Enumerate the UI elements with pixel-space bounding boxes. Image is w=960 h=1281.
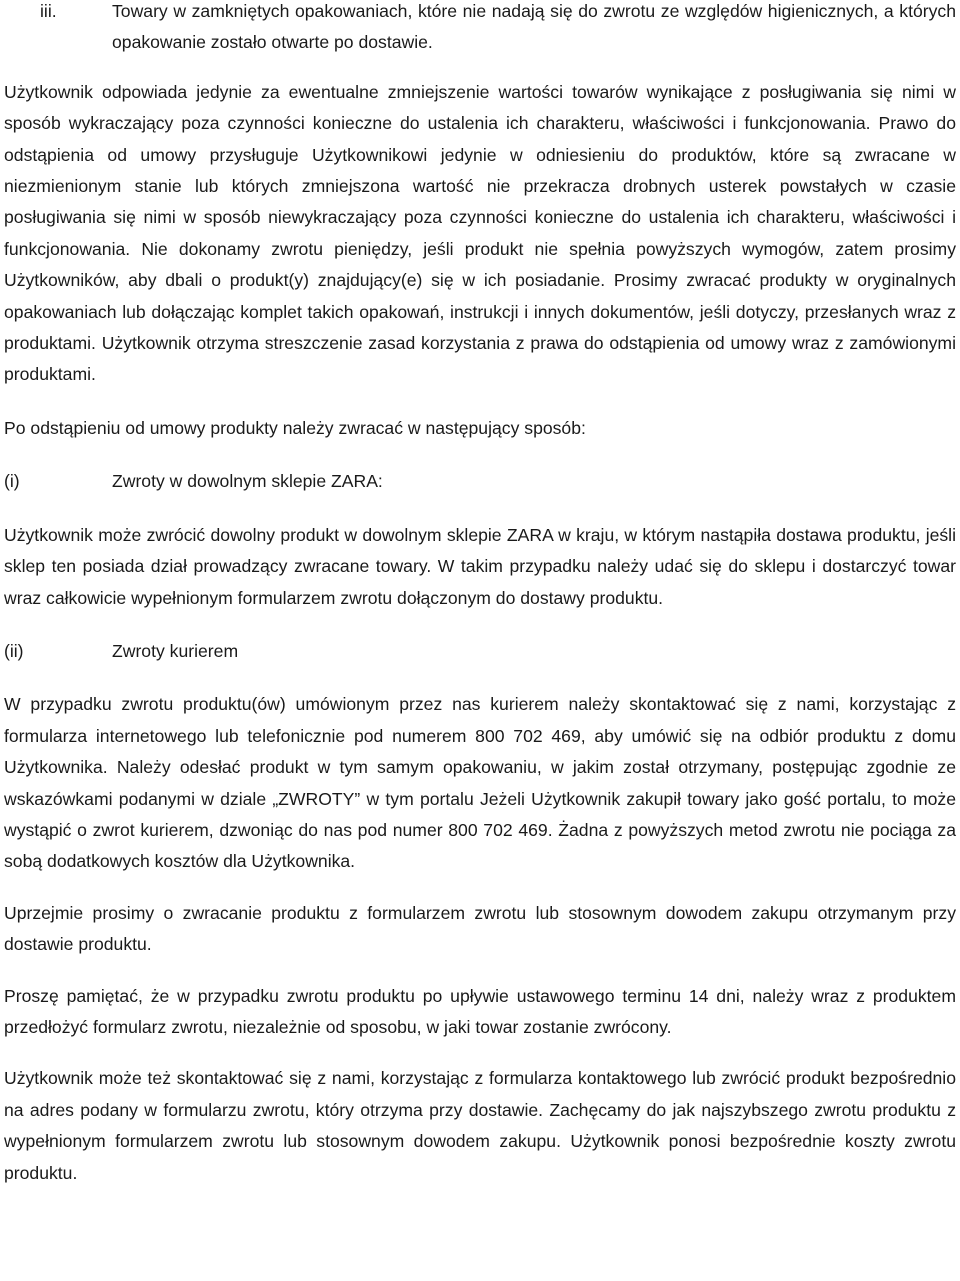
- list-item-text: Towary w zamkniętych opakowaniach, które nie nadają się do zwrotu ze względów higienicznych, a których opakowanie zostało otwarte po dostawie.: [112, 1, 956, 53]
- paragraph-return-form: Uprzejmie prosimy o zwracanie produktu z formularzem zwrotu lub stosownym dowodem zakupu otrzymanym przy dostawie produktu.: [4, 902, 956, 955]
- list-item-iii: [4, 0, 956, 59]
- paragraph-return-intro: Po odstąpieniu od umowy produkty należy zwracać w następujący sposób:: [4, 417, 586, 438]
- section-marker: (ii): [4, 640, 24, 661]
- section-heading-store-returns: [4, 466, 956, 497]
- list-marker: iii.: [40, 1, 57, 21]
- section-title: Zwroty kurierem: [112, 640, 239, 661]
- paragraph-liability: Użytkownik odpowiada jedynie za ewentualne zmniejszenie wartości towarów wynikające z posługiwania się nimi w sposób wykraczający poza czynności konieczne do ustalenia ich charakteru, właściwości i funkcjonowania. Prawo do odstąpienia od umowy przysługuje Użytkownikowi jedynie w odniesieniu do produktów, które są zwracane w niezmienionym stanie lub których zmniejszona wartość nie przekracza drobnych usterek powstałych w czasie posługiwania się nimi w sposób niewykraczający poza czynności konieczne do ustalenia ich charakteru, właściwości i funkcjonowania. Nie dokonamy zwrotu pieniędzy, jeśli produkt nie spełnia powyższych wymogów, zatem prosimy Użytkowników, aby dbali o produkt(y) znajdujący(e) się w ich posiadanie. Prosimy zwracać produkty w oryginalnych opakowaniach lub dołączając komplet takich opakowań, instrukcji i innych dokumentów, jeśli dotyczy, przesłanych wraz z produktami. Użytkownik otrzyma streszczenie zasad korzystania z prawa do odstąpienia od umowy wraz z zamówionymi produktami.: [4, 81, 956, 385]
- paragraph-contact: Użytkownik może też skontaktować się z nami, korzystając z formularza kontaktowego lub zwrócić produkt bezpośrednio na adres podany w formularzu zwrotu, który otrzyma przy dostawie. Zachęcamy do jak najszybszego zwrotu produktu z wypełnionym formularzem zwrotu lub stosownym dowodem zakupu. Użytkownik ponosi bezpośrednie koszty zwrotu produktu.: [4, 1068, 956, 1183]
- section-marker: (i): [4, 471, 20, 492]
- section-title: Zwroty w dowolnym sklepie ZARA:: [112, 471, 383, 492]
- section-heading-courier-returns: [4, 636, 956, 667]
- paragraph-store-returns: Użytkownik może zwrócić dowolny produkt w dowolnym sklepie ZARA w kraju, w którym nastąpiła dostawa produktu, jeśli sklep ten posiada dział prowadzący zwracane towary. W takim przypadku należy udać się do sklepu i dostarczyć towar wraz całkowicie wypełnionym formularzem zwrotu dołączonym do dostawy produktu.: [4, 524, 956, 608]
- paragraph-late-returns: Proszę pamiętać, że w przypadku zwrotu produktu po upływie ustawowego terminu 14 dni, należy wraz z produktem przedłożyć formularz zwrotu, niezależnie od sposobu, w jaki towar zostanie zwrócony.: [4, 985, 956, 1037]
- paragraph-courier-returns: W przypadku zwrotu produktu(ów) umówionym przez nas kurierem należy skontaktować się z nami, korzystając z formularza internetowego lub telefonicznie pod numerem 800 702 469, aby umówić się na odbiór produktu z domu Użytkownika. Należy odesłać produkt w tym samym opakowaniu, w jakim został otrzymany, postępując zgodnie ze wskazówkami podanymi w dziale „ZWROTY” w tym portalu Jeżeli Użytkownik zakupił towary jako gość portalu, to może wystąpić o zwrot kurierem, dzwoniąc do nas pod numer 800 702 469. Żadna z powyższych metod zwrotu nie pociąga za sobą dodatkowych kosztów dla Użytkownika.: [4, 694, 956, 872]
